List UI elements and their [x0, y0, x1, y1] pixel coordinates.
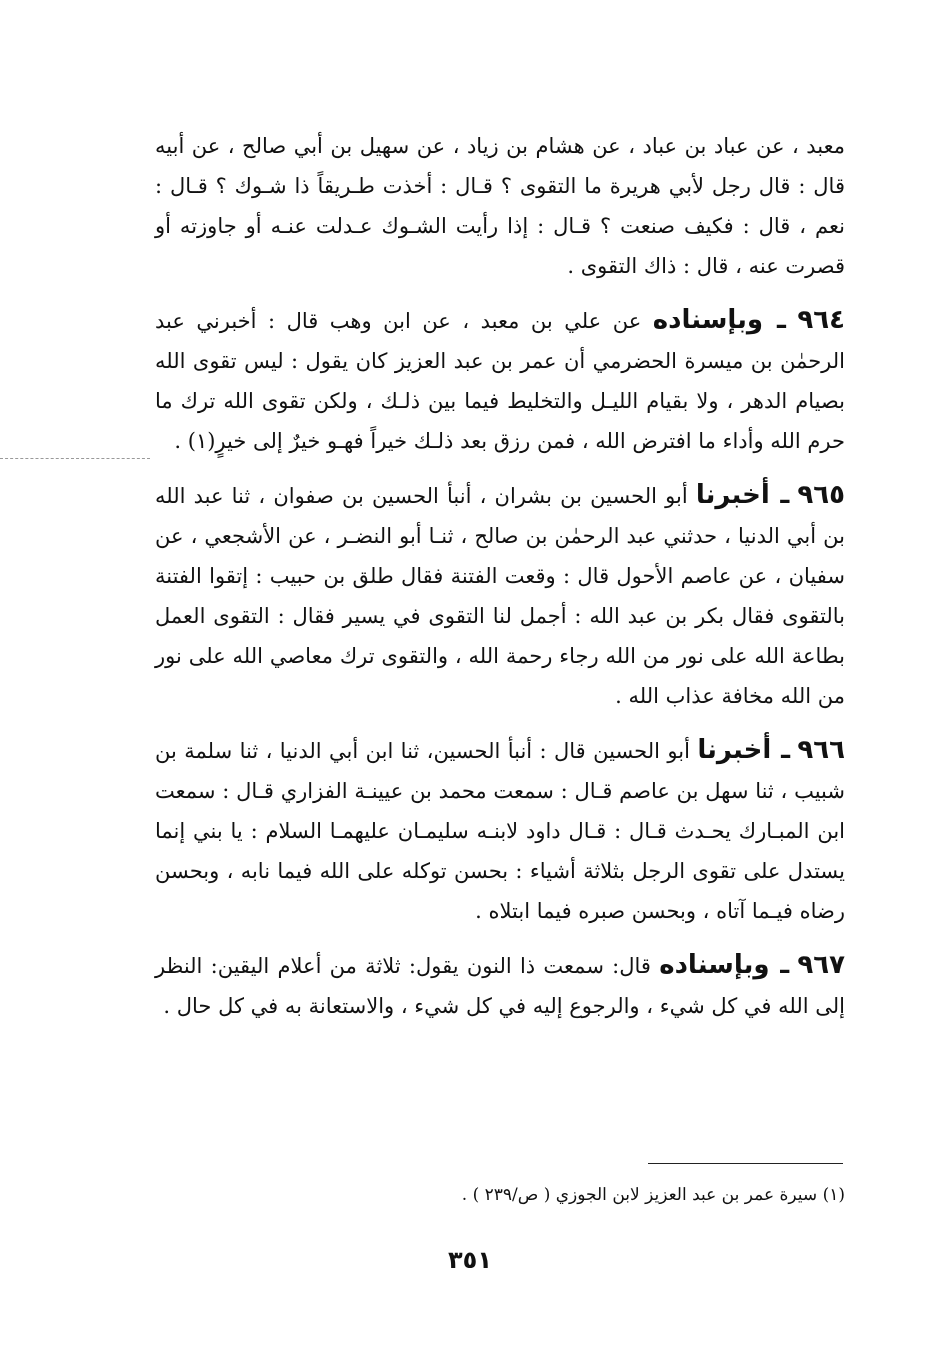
hadith-number: ٩٦٤ [797, 305, 845, 335]
paragraph-text: قال: سمعت ذا النون يقول: ثلاثة من أعلام اليقين: النظر إلى الله في كل شيء ، والرجوع إليه في كل شيء ، والاستعانة به في كل حال . [155, 954, 845, 1018]
hadith-number: ٩٦٧ [797, 950, 845, 980]
hadith-lead: ـ وبإسناده [652, 305, 786, 335]
hadith-964 [155, 300, 845, 461]
hadith-lead: ـ أخبرنا [695, 480, 790, 510]
paragraph-text: عن علي بن معبد ، عن ابن وهب قال : أخبرني عبد الرحمٰن بن ميسرة الحضرمي أن عمر بن عبد العزيز كان يقول : ليس تقوى الله بصيام الدهر ، ولا بقيام الليـل والتخليط فيما بين ذلـك ، ولكن تقوى الله ترك ما حرم الله وأداء ما افترض الله ، فمن رزق بعد ذلـك خيراً فهـو خيرٌ إلى خيرٍ(١) . [155, 309, 845, 453]
paragraph-text: أبو الحسين بن بشران ، أنبأ الحسين بن صفوان ، ثنا عبد الله بن أبي الدنيا ، حدثني عبد الرحمٰن بن صالح ، ثنـا أبو النضـر ، عن الأشجعي ، عن سفيان ، عن عاصم الأحول قال : وقعت الفتنة فقال طلق بن حبيب : إتقوا الفتنة بالتقوى فقال بكر بن عبد الله : أجمل لنا التقوى في يسير فقال : التقوى العمل بطاعة الله على نور من الله رجاء رحمة الله ، والتقوى ترك معاصي الله على نور من الله مخافة عذاب الله . [155, 484, 845, 708]
page-number: ٣٥١ [448, 1246, 492, 1274]
hadith-965 [155, 475, 845, 716]
main-text [155, 126, 845, 1026]
hadith-966 [155, 730, 845, 931]
scan-mark [0, 458, 150, 460]
footnote-divider [648, 1163, 843, 1164]
hadith-number: ٩٦٥ [797, 480, 845, 510]
hadith-lead: ـ أخبرنا [697, 735, 790, 765]
paragraph-text: أبو الحسين قال : أنبأ الحسين، ثنا ابن أبي الدنيا ، ثنا سلمة بن شبيب ، ثنا سهل بن عاصم قـال : سمعت محمد بن عيينـة الفزاري قـال : سمعت ابن المبـارك يحـدث قـال : قـال داود لابنـه سليمـان عليهمـا السلام : يا بني إنما يستدل على تقوى الرجل بثلاثة أشياء : بحسن توكله على الله فيما نابه ، وبحسن رضاه فيـما آتاه ، وبحسن صبره فيما ابتلاه . [155, 739, 845, 923]
hadith-number: ٩٦٦ [797, 735, 845, 765]
paragraph-text: معبد ، عن عباد بن عباد ، عن هشام بن زياد ، عن سهيل بن أبي صالح ، عن أبيه قال : قال رجل لأبي هريرة ما التقوى ؟ قـال : أخذت طـريقاً ذا شـوك ؟ قـال : نعم ، قال : فكيف صنعت ؟ قـال : إذا رأيت الشـوك عـدلت عنـه أو جاوزته أو قصرت عنه ، قال : ذاك التقوى . [155, 134, 845, 278]
footnote: (١) سيرة عمر بن عبد العزيز لابن الجوزي ( ص/٢٣٩ ) . [461, 1185, 845, 1205]
paragraph-continuation [155, 126, 845, 286]
hadith-967 [155, 945, 845, 1026]
hadith-lead: ـ وبإسناده [659, 950, 790, 980]
